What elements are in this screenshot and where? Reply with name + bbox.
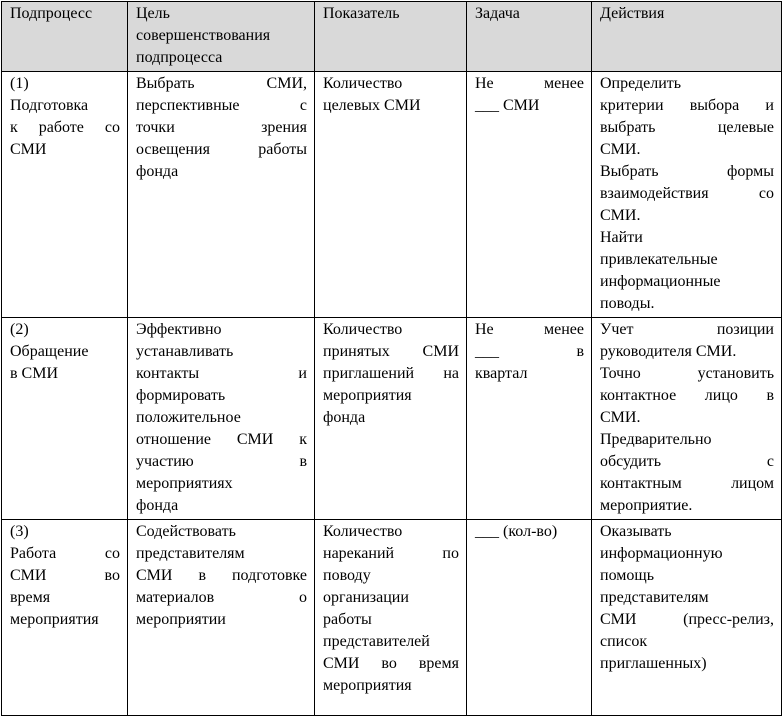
text-line: Количество <box>323 321 403 338</box>
text-line: выбрать целевые <box>600 119 774 136</box>
text-line: СМИ. <box>600 141 641 158</box>
text-line: перспективные с <box>136 97 307 114</box>
text-line: устанавливать <box>136 343 234 360</box>
subprocess-cell <box>2 318 128 520</box>
subprocess-cell <box>2 520 128 716</box>
text-line: освещения работы <box>136 141 307 158</box>
text-line: нареканий по <box>323 545 459 562</box>
text-line: взаимодействия со <box>600 185 774 202</box>
text-line: (2) <box>10 321 29 338</box>
process-improvement-table <box>1 1 782 716</box>
text-line: Количество <box>323 75 403 92</box>
header-actions: Действия <box>592 2 782 72</box>
text-line: Не менее <box>475 321 584 338</box>
text-line: поводы. <box>600 295 655 312</box>
action-paragraph <box>600 429 774 517</box>
task-cell <box>467 72 592 318</box>
text-line: Точно установить <box>600 365 774 382</box>
text-line: Не менее <box>475 75 584 92</box>
text-line: Подготовка <box>10 97 89 114</box>
table-row <box>2 72 782 318</box>
header-indicator: Показатель <box>315 2 467 72</box>
text-line: контакты и <box>136 365 307 382</box>
text-line: приглашенных) <box>600 655 707 672</box>
text-line: мероприятия <box>10 611 99 628</box>
action-paragraph <box>600 161 774 227</box>
text-line: в СМИ <box>10 365 59 382</box>
text-line: поводу <box>323 567 371 584</box>
header-subprocess: Подпроцесс <box>2 2 128 72</box>
text-line: материалов о <box>136 589 307 606</box>
text-line: представителей <box>323 633 430 650</box>
text-line: критерии выбора и <box>600 97 774 114</box>
text-line: ___ (кол-во) <box>475 523 558 540</box>
text-line: контактное лицо в <box>600 387 774 404</box>
task-cell <box>467 318 592 520</box>
subprocess-cell <box>2 72 128 318</box>
text-line: Определить <box>600 75 682 92</box>
action-paragraph <box>600 73 774 161</box>
text-line: организации <box>323 589 409 606</box>
text-line: мероприятие. <box>600 497 693 514</box>
table-header-row <box>2 2 782 72</box>
text-line: Выбрать формы <box>600 163 774 180</box>
text-line: СМИ во <box>10 567 120 584</box>
text-line: точки зрения <box>136 119 307 136</box>
text-line: представителям <box>600 589 709 606</box>
text-line: время <box>10 589 51 606</box>
text-line: список <box>600 633 648 650</box>
text-line: СМИ (пресс-релиз, <box>600 611 774 628</box>
text-line: фонда <box>136 163 179 180</box>
text-line: Учет позиции <box>600 321 774 338</box>
text-line: отношение СМИ к <box>136 431 307 448</box>
indicator-cell <box>315 520 467 716</box>
text-line: СМИ. <box>600 207 641 224</box>
text-line: представителям <box>136 545 245 562</box>
text-line: контактным лицом <box>600 475 774 492</box>
task-cell <box>467 520 592 716</box>
text-line: к работе со <box>10 119 120 136</box>
action-paragraph <box>600 319 774 363</box>
text-line: работы <box>323 611 372 628</box>
goal-cell <box>128 520 315 716</box>
table-row <box>2 318 782 520</box>
text-line: формировать <box>136 387 226 404</box>
text-line: положительное <box>136 409 241 426</box>
actions-cell <box>592 318 782 520</box>
text-line: мероприятия <box>323 677 412 694</box>
text-line: помощь <box>600 567 654 584</box>
text-line: СМИ. <box>600 409 641 426</box>
text-line: Содействовать <box>136 523 236 540</box>
goal-cell <box>128 72 315 318</box>
text-line: привлекательные <box>600 251 718 268</box>
goal-cell <box>128 318 315 520</box>
text-line: ___ в <box>475 343 584 360</box>
text-line: участию в <box>136 453 307 470</box>
text-line: обсудить с <box>600 453 774 470</box>
text-line: принятых СМИ <box>323 343 459 360</box>
text-line: Работа со <box>10 545 120 562</box>
indicator-cell <box>315 318 467 520</box>
text-line: СМИ во время <box>323 655 459 672</box>
header-task: Задача <box>467 2 592 72</box>
text-line: Обращение <box>10 343 89 360</box>
text-line: мероприятия <box>323 387 412 404</box>
actions-cell <box>592 72 782 318</box>
text-line: Эффективно <box>136 321 222 338</box>
text-line: (3) <box>10 523 29 540</box>
table-row <box>2 520 782 716</box>
header-goal: Цель совершенствования подпроцесса <box>128 2 315 72</box>
text-line: ___ СМИ <box>475 97 540 114</box>
indicator-cell <box>315 72 467 318</box>
text-line: СМИ в подготовке <box>136 567 307 584</box>
text-line: информационную <box>600 545 723 562</box>
text-line: фонда <box>323 409 366 426</box>
text-line: квартал <box>475 365 528 382</box>
text-line: Количество <box>323 523 403 540</box>
action-paragraph <box>600 227 774 315</box>
text-line: приглашений на <box>323 365 459 382</box>
text-line: Выбрать СМИ, <box>136 75 307 92</box>
text-line: Оказывать <box>600 523 672 540</box>
text-line: Найти <box>600 229 643 246</box>
text-line: целевых СМИ <box>323 97 421 114</box>
text-line: мероприятиях <box>136 475 233 492</box>
action-paragraph <box>600 363 774 429</box>
text-line: СМИ <box>10 141 47 158</box>
text-line: фонда <box>136 497 179 514</box>
text-line: Предварительно <box>600 431 712 448</box>
text-line: (1) <box>10 75 29 92</box>
text-line: руководителя СМИ. <box>600 343 737 360</box>
text-line: мероприятии <box>136 611 226 628</box>
actions-cell <box>592 520 782 716</box>
text-line: информационные <box>600 273 721 290</box>
action-paragraph <box>600 521 774 675</box>
